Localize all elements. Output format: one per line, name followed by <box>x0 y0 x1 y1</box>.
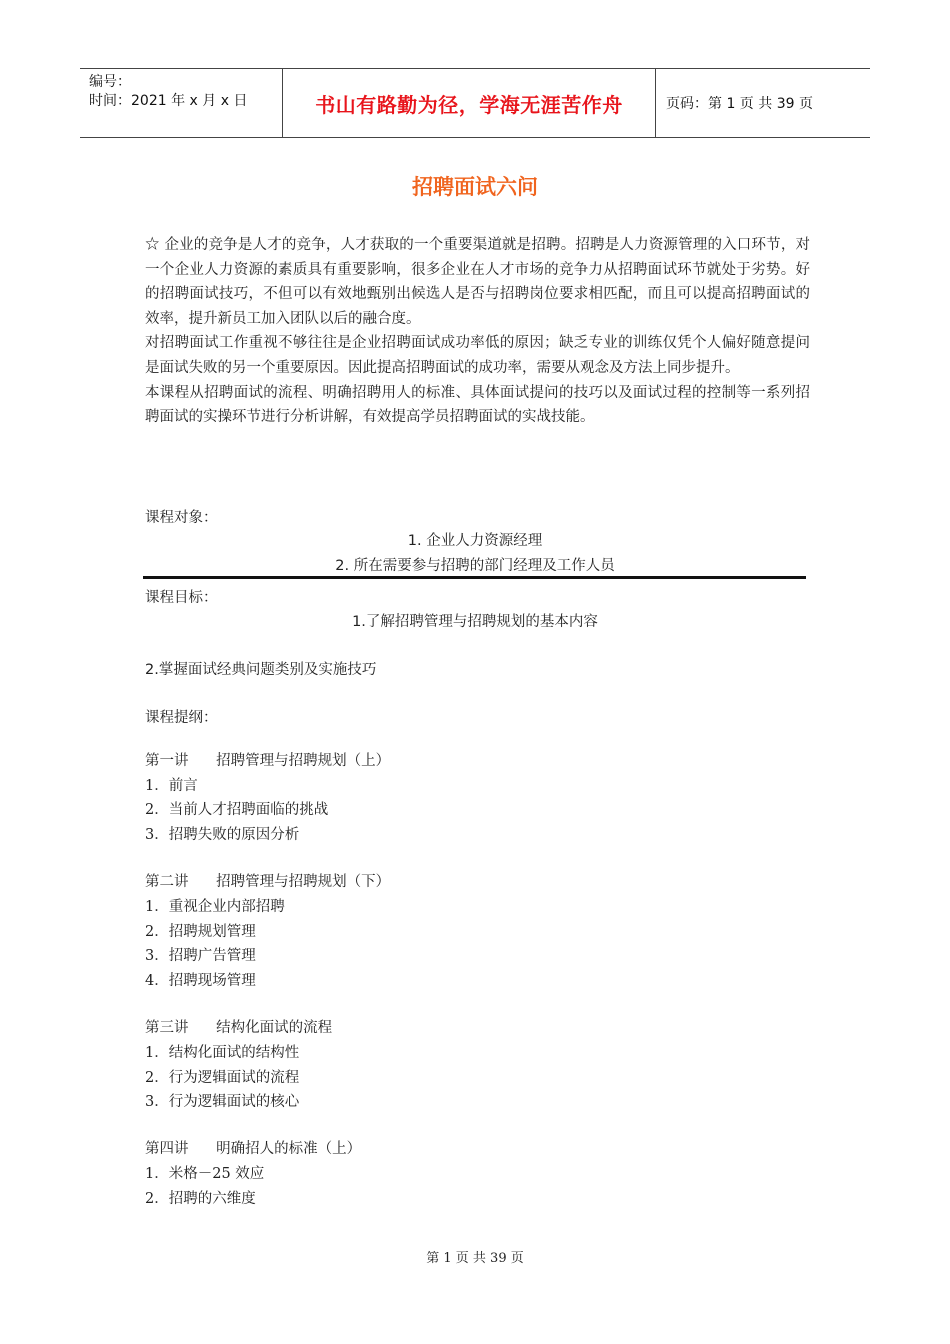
goal-item: 2.掌握面试经典问题类别及实施技巧 <box>145 662 377 678</box>
lecture-block <box>145 870 805 993</box>
header-left-cell <box>80 69 282 137</box>
lecture-heading: 第三讲 结构化面试的流程 <box>145 1020 333 1037</box>
lecture-item: 1．结构化面试的结构性 <box>145 1044 300 1061</box>
time-label: 时间：2021 年 x 月 x 日 <box>89 93 248 109</box>
number-label: 编号： <box>89 74 131 90</box>
lecture-item: 1．前言 <box>145 777 198 794</box>
lecture-item: 4．招聘现场管理 <box>145 973 256 989</box>
page-footer: 第 1 页 共 39 页 <box>426 1251 524 1266</box>
intro-paragraph: 本课程从招聘面试的流程、明确招聘用人的标准、具体面试提问的技巧以及面试过程的控制等一系列招聘面试的实操环节进行分析讲解，有效提高学员招聘面试的实战技能。 <box>145 384 810 426</box>
lecture-heading: 第一讲 招聘管理与招聘规划（上） <box>145 753 391 769</box>
audience-item: 2. 所在需要参与招聘的部门经理及工作人员 <box>335 558 615 574</box>
header-page-cell <box>656 69 870 137</box>
lecture-block <box>145 749 805 848</box>
goal-item: 1.了解招聘管理与招聘规划的基本内容 <box>352 614 598 630</box>
page-code: 页码：第 1 页 共 39 页 <box>666 96 813 112</box>
divider-rule <box>143 576 806 579</box>
lecture-block <box>145 1016 805 1115</box>
course-outline <box>145 749 805 1234</box>
lecture-item: 2．招聘的六维度 <box>145 1190 256 1207</box>
lecture-item: 2．招聘规划管理 <box>145 923 256 940</box>
header-motto-cell <box>282 69 656 137</box>
motto-text: 书山有路勤为径，学海无涯苦作舟 <box>315 92 623 117</box>
intro-section <box>145 233 810 430</box>
lecture-item: 2．当前人才招聘面临的挑战 <box>145 802 329 819</box>
document-title: 招聘面试六问 <box>412 175 538 199</box>
lecture-item: 1．米格－25 效应 <box>145 1166 265 1183</box>
audience-label: 课程对象： <box>145 510 218 526</box>
lecture-heading: 第二讲 招聘管理与招聘规划（下） <box>145 874 391 891</box>
lecture-block <box>145 1137 805 1211</box>
lecture-item: 2．行为逻辑面试的流程 <box>145 1069 300 1086</box>
lecture-heading: 第四讲 明确招人的标准（上） <box>145 1141 362 1158</box>
intro-paragraph: ☆ 企业的竞争是人才的竞争，人才获取的一个重要渠道就是招聘。招聘是人力资源管理的入口环节，对一个企业人力资源的素质具有重要影响，很多企业在人才市场的竞争力从招聘面试环节就处于劣势。好的招聘面试技巧，不但可以有效地甄别出候选人是否与招聘岗位要求相匹配，而且可以提高招聘面试的效率，提升新员工加入团队以后的融合度。 <box>145 237 810 327</box>
goals-label: 课程目标： <box>145 590 218 606</box>
lecture-item: 3．行为逻辑面试的核心 <box>145 1094 300 1111</box>
header-table <box>80 68 870 138</box>
audience-item: 1. 企业人力资源经理 <box>407 533 543 549</box>
outline-label: 课程提纲： <box>145 710 218 726</box>
lecture-item: 3．招聘广告管理 <box>145 948 256 965</box>
lecture-item: 3．招聘失败的原因分析 <box>145 827 300 844</box>
intro-paragraph: 对招聘面试工作重视不够往往是企业招聘面试成功率低的原因；缺乏专业的训练仅凭个人偏好随意提问是面试失败的另一个重要原因。因此提高招聘面试的成功率，需要从观念及方法上同步提升。 <box>145 335 810 376</box>
lecture-item: 1．重视企业内部招聘 <box>145 898 285 915</box>
